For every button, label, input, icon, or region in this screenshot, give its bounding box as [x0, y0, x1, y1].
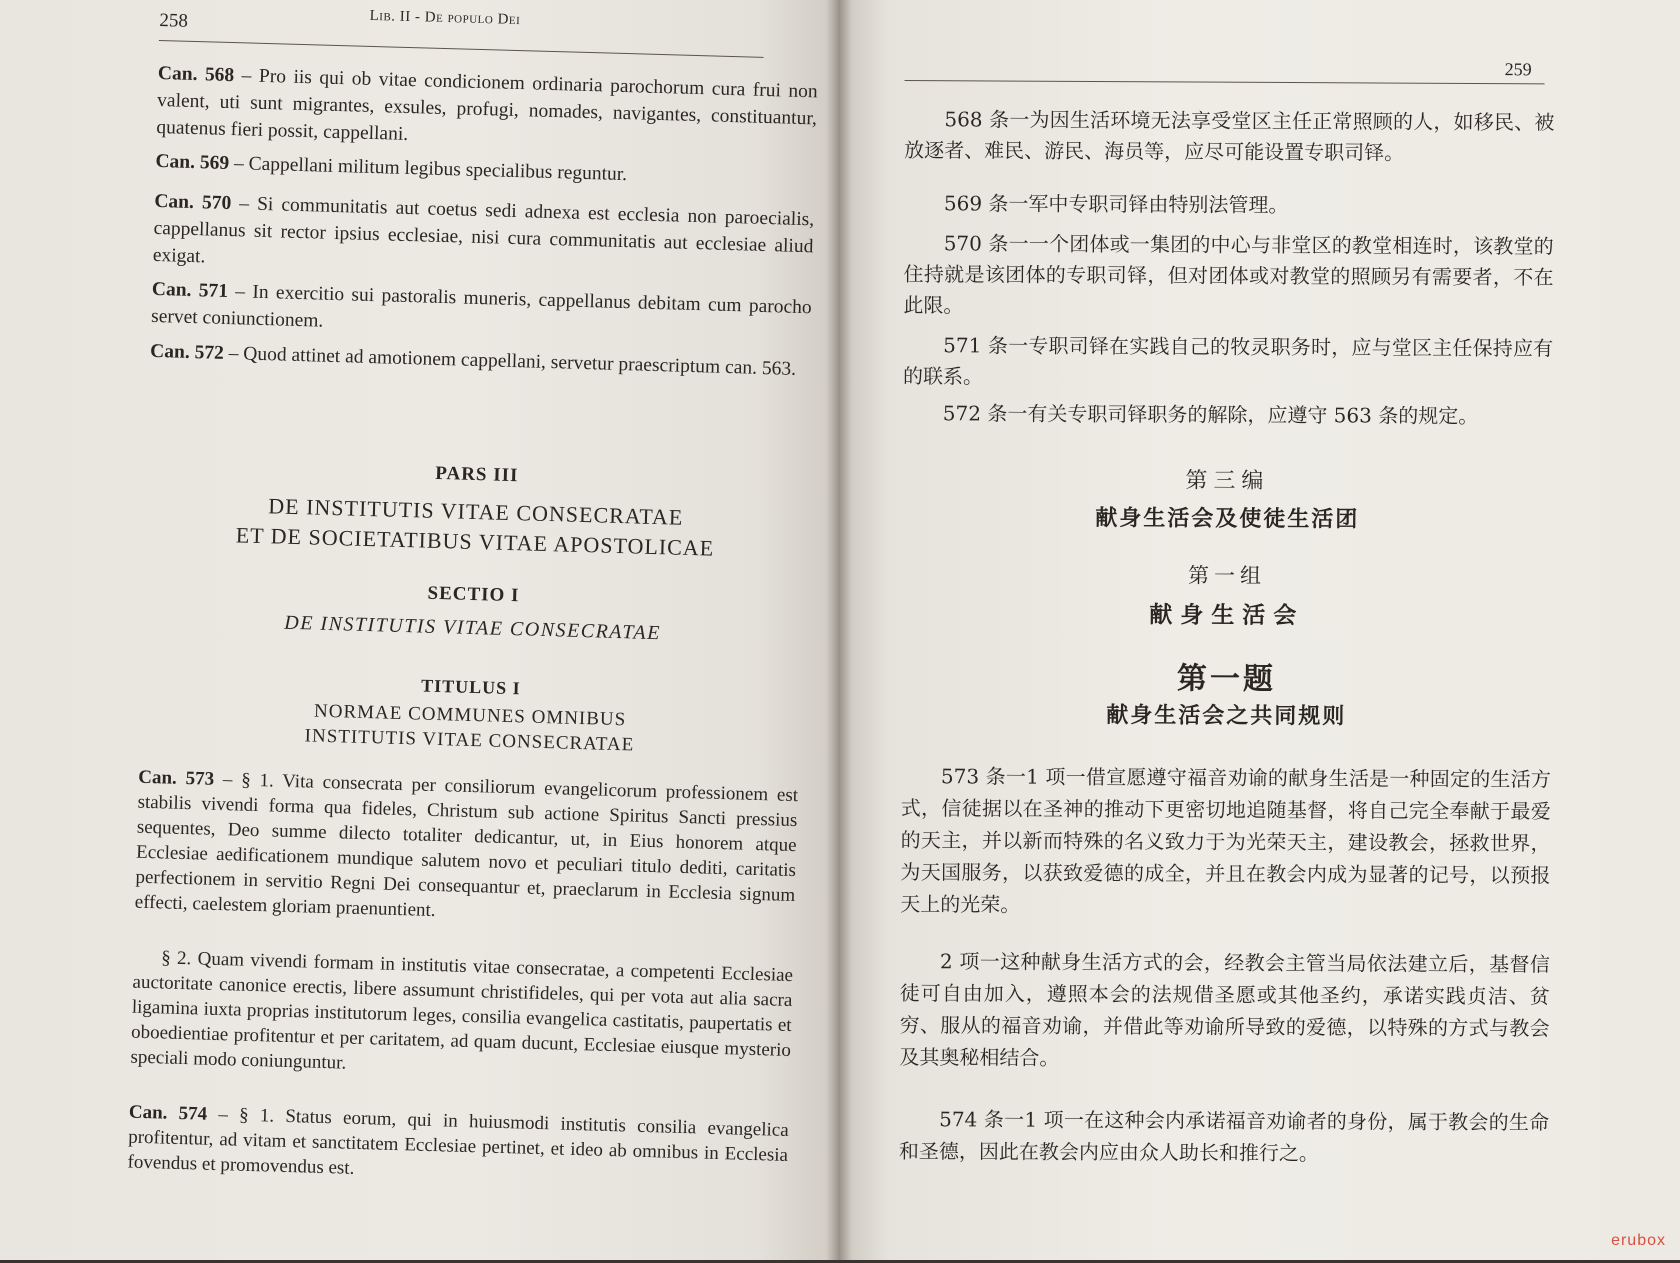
- canon-text: – In exercitio sui pastoralis muneris, cappellanus debitam cum parocho servet coniunctionem.: [150, 281, 812, 332]
- zh-canon-573-1: 573 条一1 项一借宣愿遵守福音劝谕的献身生活是一种固定的生活方式，信徒据以在圣神的推动下更密切地追随基督，将自己完全奉献于最爱的天主，并以新而特殊的名义致力于为光荣天主，建设教会，拯救世界，为天国服务，以获致爱德的成全，并且在教会内成为显著的记号，以预报天上的光荣。: [900, 764, 1551, 917]
- zh-part-heading: 第三编: [1185, 468, 1270, 494]
- zh-canon-573-2: 2 项一这种献身生活方式的会，经教会主管当局依法建立后，基督信徒可自由加入，遵照本会的法规借圣愿或其他圣约，承诺实践贞洁、贫穷、服从的福音劝谕，并借此等劝谕所导致的爱德，以特殊的方式与教会及其奥秘相结合。: [899, 949, 1551, 1070]
- titulus-heading: TITULUS I: [420, 675, 521, 699]
- zh-canon-572: 572 条一有关专职司铎职务的解除，应遵守 563 条的规定。: [942, 401, 1479, 429]
- zh-canon-571: 571 条一专职司铎在实践自己的牧灵职务时，应与堂区主任保持应有的联系。: [902, 333, 1554, 389]
- canon-text: – § 1. Status eorum, qui in huiusmodi institutis consilia evangelica profitentur, ad vitam et sanctitatem Ecclesiae pertinet, et ideo ab omnibus in Ecclesia fovendus et promovendus est.: [127, 1103, 789, 1179]
- book-gutter: [826, 0, 852, 1260]
- pars-title-line-1: DE INSTITUTIS VITAE CONSECRATAE: [268, 493, 684, 530]
- canon-number: Can. 573: [137, 766, 215, 790]
- canon-text: – Pro iis qui ob vitae condicionem ordinaria parochorum cura frui non valent, uti sunt migrantes, exsules, profugi, nomades, navigantes, constituantur, quatenus fieri possit, cappellani.: [156, 65, 818, 145]
- page-number-right: 259: [1504, 59, 1532, 80]
- zh-canon-574-1: 574 条一1 项一在这种会内承诺福音劝谕者的身份，属于教会的生命和圣德，因此在教会内应由众人助长和推行之。: [898, 1107, 1550, 1166]
- titulus-title-line-2: INSTITUTIS VITAE CONSECRATAE: [304, 725, 635, 756]
- right-page-content: [898, 0, 1555, 1263]
- canon-number: Can. 570: [154, 190, 232, 215]
- pars-heading: PARS III: [435, 462, 519, 487]
- zh-title-heading: 第一题: [1176, 661, 1277, 697]
- page-number-left: 258: [159, 9, 189, 32]
- canon-574: [127, 1100, 789, 1193]
- canon-text: – Cappellani militum legibus specialibus reguntur.: [228, 152, 628, 186]
- left-page: [0, 0, 840, 1260]
- sectio-title: DE INSTITUTIS VITAE CONSECRATAE: [284, 611, 662, 645]
- zh-canon-569: 569 条一军中专职司铎由特别法管理。: [943, 191, 1289, 218]
- zh-canon-570: 570 条一一个团体或一集团的中心与非堂区的教堂相连时，该教堂的住持就是该团体的专职司铎，但对团体或对教堂的照顾另有需要者，不在此限。: [903, 231, 1554, 318]
- canon-570: [152, 188, 814, 287]
- sectio-heading: SECTIO I: [427, 582, 520, 607]
- watermark: erubox: [1611, 1232, 1666, 1249]
- canon-571: [151, 276, 812, 348]
- header-rule-right: [905, 80, 1545, 84]
- zh-title-name: 献身生活会之共同规则: [1106, 703, 1347, 730]
- canon-573-paragraph-2: § 2. Quam vivendi formam in institutis vitae consecratae, a competenti Ecclesiae auctoritate canonice erectis, libere assumunt christifideles, qui per vota aut alia sacra ligamina iuxta proprias institutorum leges, consilia evangelica castitatis, paupertatis et oboedientiae profitentur et per caritatem, ad quam ducunt, Ecclesiae eiusque mysterio speciali modo coniunguntur.: [130, 947, 794, 1074]
- canon-number: Can. 571: [151, 278, 229, 303]
- canon-568: [156, 60, 818, 159]
- header-rule: [159, 40, 764, 58]
- canon-573: [134, 765, 798, 933]
- canon-text: – § 1. Vita consecrata per consiliorum evangelicorum professionem est stabilis vivendi forma qua fideles, Christum sub actione Spiritus Sancti pressius sequentes, Deo summe dilecto totaliter dedicantur, ut, in Eius honorem atque Ecclesiae aedificationem mundique salutem novo et peculiari titulo dediti, caritatis perfectionem in servitio Regni Dei consequantur et, praeclarum in Ecclesia signum effecti, caelestem gloriam praenuntient.: [134, 768, 799, 922]
- canon-number: Can. 568: [157, 62, 235, 87]
- zh-section-title: 献身生活会: [1149, 602, 1305, 630]
- left-page-content: [125, 0, 820, 1260]
- zh-canon-568: 568 条一为因生活环境无法享受堂区主任正常照顾的人，如移民、被放逐者、难民、游民、海员等，应尽可能设置专职司铎。: [904, 107, 1555, 165]
- canon-text: – Quod attinet ad amotionem cappellani, servetur praescriptum can. 563.: [223, 342, 797, 380]
- pars-title-line-2: ET DE SOCIETATIBUS VITAE APOSTOLICAE: [235, 522, 715, 561]
- titulus-title-line-1: NORMAE COMMUNES OMNIBUS: [313, 700, 627, 731]
- canon-number: Can. 569: [155, 150, 230, 174]
- zh-section-heading: 第一组: [1187, 563, 1267, 588]
- canon-number: Can. 572: [149, 340, 225, 364]
- canon-text: – Si communitatis aut coetus sedi adnexa est ecclesia non paroecialis, cappellanus sit rector ipsius ecclesiae, nisi cura communitatis aut ecclesiae aliud exigat.: [152, 193, 815, 268]
- zh-part-title: 献身生活会及使徒生活团: [1095, 506, 1360, 533]
- canon-number: Can. 574: [128, 1101, 208, 1125]
- running-head: Lib. II - De populo Dei: [369, 7, 521, 29]
